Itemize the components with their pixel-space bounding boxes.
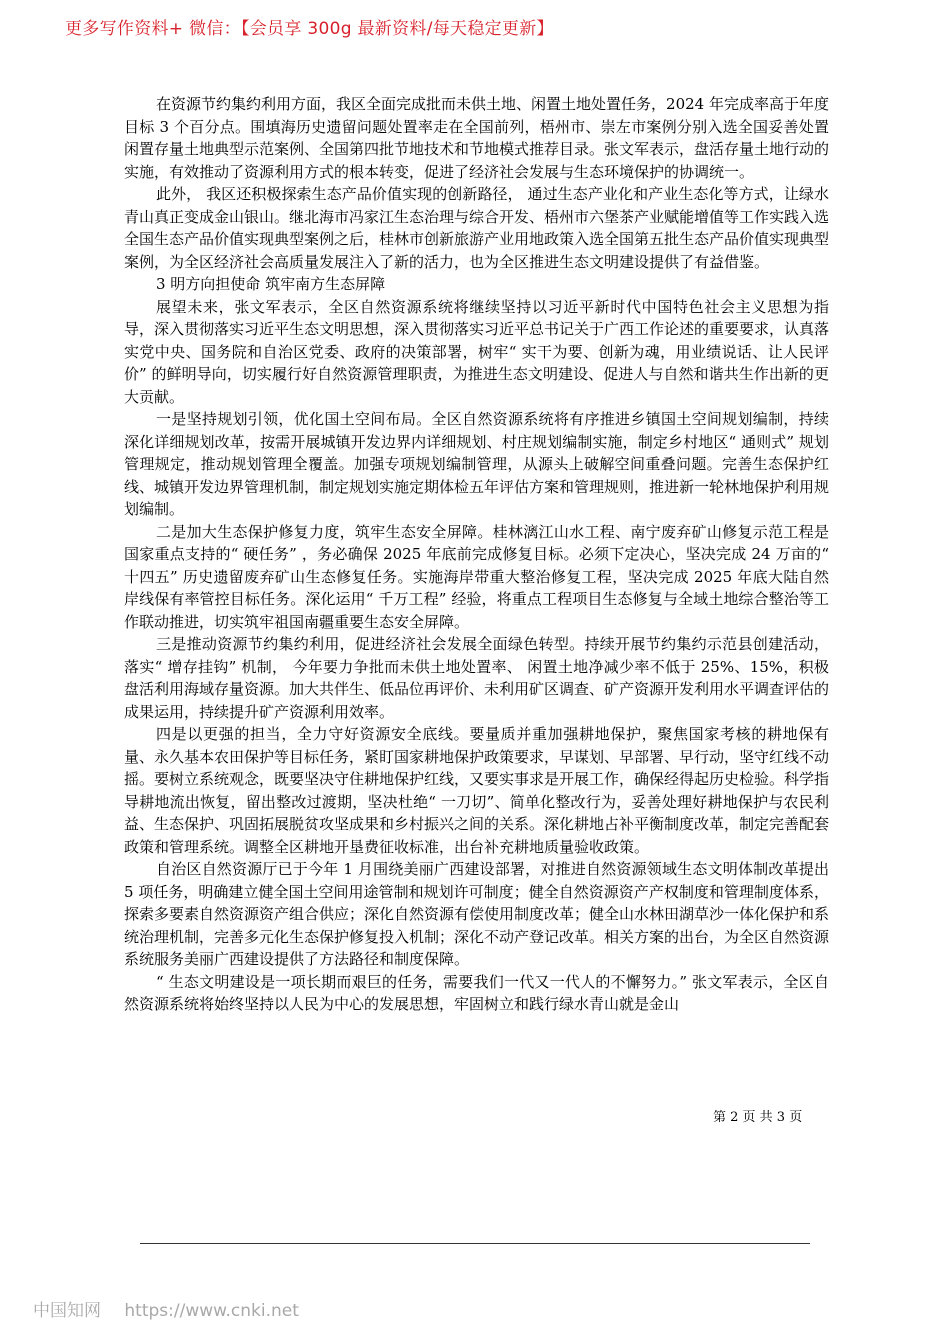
paragraph-closing-quote: “ 生态文明建设是一项长期而艰巨的任务，需要我们一代又一代人的不懈努力。” 张文军表示，全区自然资源系统将始终坚持以人民为中心的发展思想，牢固树立和践行绿水青山就是金山 (124, 972, 829, 1013)
paragraph-resource-security: 四是以更强的担当，全力守好资源安全底线。要量质并重加强耕地保护，聚焦国家考核的耕地保有量、永久基本农田保护等目标任务，紧盯国家耕地保护政策要求，早谋划、早部署、早行动，坚守红线不动摇。要树立系统观念，既要坚决守住耕地保护红线，又要实事求是开展工作，确保经得起历史检验。科学指导耕地流出恢复，留出整改过渡期，坚决杜绝“ 一刀切”、简单化整改行为，妥善处理好耕地保护与农民利益、生态保护、巩固拓展脱贫攻坚成果和乡村振兴之间的关系。深化耕地占补平衡制度改革，制定完善配套政策和管理系统。调整全区耕地开垦费征收标准，出台补充耕地质量验收政策。 (124, 725, 830, 856)
paragraph-ecological-products: 此外， 我区还积极探索生态产品价值实现的创新路径， 通过生态产业化和产业生态化等方式，让绿水青山真正变成金山银山。继北海市冯家江生态治理与综合开发、梧州市六堡茶产业赋能增值等工作实践入选全国生态产品价值实现典型案例之后，桂林市创新旅游产业用地政策入选全国第五批生态产品价值实现典型案例，为全区经济社会高质量发展注入了新的活力，也为全区推进生态文明建设提供了有益借鉴。 (124, 185, 830, 271)
watermark-url: https://www.cnki.net (124, 1301, 299, 1321)
cnki-watermark (33, 1296, 299, 1321)
page-number: 第 2 页 共 3 页 (713, 1110, 803, 1125)
paragraph-reform-tasks: 自治区自然资源厅已于今年 1 月围绕美丽广西建设部署，对推进自然资源领域生态文明体制改革提出 5 项任务，明确建立健全国土空间用途管制和规划许可制度；健全自然资源资产产权制度和管理制度体系，探索多要素自然资源资产组合供应；深化自然资源有偿使用制度改革；健全山水林田湖草沙一体化保护和系统治理机制，完善多元化生态保护修复投入机制；深化不动产登记改革。相关方案的出台，为全区自然资源系统服务美丽广西建设提供了方法路径和制度保障。 (124, 860, 830, 968)
footer-divider (140, 1243, 810, 1244)
watermark-brand: 中国知网 (33, 1301, 101, 1321)
paragraph-resource-efficiency: 三是推动资源节约集约利用，促进经济社会发展全面绿色转型。持续开展节约集约示范县创建活动， 落实“ 增存挂钩” 机制， 今年要力争批而未供土地处置率、 闲置土地净减少率不低于 25%、15%，积极盘活利用海域存量资源。加大共伴生、低品位再评价、未利用矿区调查、矿产资源开发利用水平调查评估的成果运用，持续提升矿产资源利用效率。 (124, 635, 830, 721)
paragraph-resource-saving: 在资源节约集约利用方面，我区全面完成批而未供土地、闲置土地处置任务，2024 年完成率高于年度目标 3 个百分点。围填海历史遗留问题处置率走在全国前列，梧州市、崇左市案例分别入选全国妥善处置闲置存量土地典型示范案例、全国第四批节地技术和节地模式推荐目录。张文军表示，盘活存量土地行动的实施，有效推动了资源利用方式的根本转变，促进了经济社会发展与生态环境保护的协调统一。 (124, 95, 830, 181)
article-body (124, 93, 829, 1016)
paragraph-outlook: 展望未来，张文军表示，全区自然资源系统将继续坚持以习近平新时代中国特色社会主义思想为指导，深入贯彻落实习近平生态文明思想，深入贯彻落实习近平总书记关于广西工作论述的重要要求，认真落实党中央、国务院和自治区党委、政府的决策部署，树牢“ 实干为要、创新为魂，用业绩说话、让人民评价” 的鲜明导向，切实履行好自然资源管理职责，为推进生态文明建设、促进人与自然和谐共生作出新的更大贡献。 (124, 297, 830, 406)
paragraph-ecological-restoration: 二是加大生态保护修复力度，筑牢生态安全屏障。桂林漓江山水工程、南宁废弃矿山修复示范工程是国家重点支持的“ 硬任务” ，务必确保 2025 年底前完成修复目标。必须下定决心，坚决完成 24 万亩的“ 十四五” 历史遗留废弃矿山生态修复任务。实施海岸带重大整治修复工程，坚决完成 2025 年底大陆自然岸线保有率管控目标任务。深化运用“ 千万工程” 经验，将重点工程项目生态修复与全域土地综合整治等工作联动推进，切实筑牢祖国南疆重要生态安全屏障。 (124, 522, 829, 631)
promo-banner: 更多写作资料+ 微信：【会员享 300g 最新资料/每天稳定更新】 (65, 19, 554, 39)
section-heading: 3 明方向担使命 筑牢南方生态屏障 (156, 275, 386, 293)
paragraph-planning: 一是坚持规划引领，优化国土空间布局。全区自然资源系统将有序推进乡镇国土空间规划编制，持续深化详细规划改革，按需开展城镇开发边界内详细规划、村庄规划编制实施，制定乡村地区“ 通则式” 规划管理规定，推动规划管理全覆盖。加强专项规划编制管理，从源头上破解空间重叠问题。完善生态保护红线、城镇开发边界管理机制，制定规划实施定期体检五年评估方案和管理规则，推进新一轮林地保护利用规划编制。 (124, 410, 830, 518)
